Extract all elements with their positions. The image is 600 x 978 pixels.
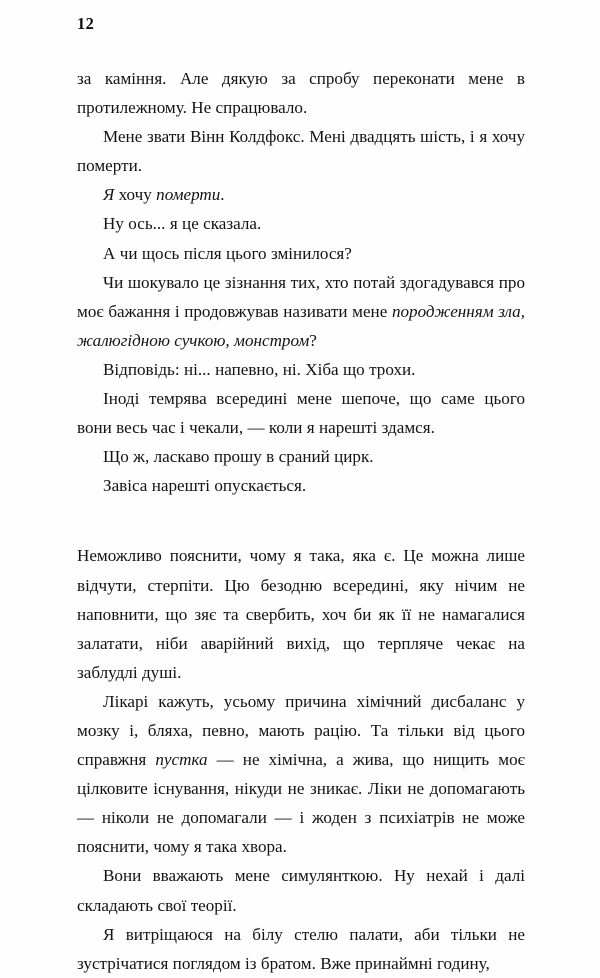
paragraph: Завіса нарешті опускається.	[103, 476, 307, 496]
page-number: 12	[77, 14, 95, 33]
paragraph: Ну ось... я це сказала.	[103, 214, 262, 234]
paragraph: Що ж, ласкаво прошу в сраний цирк.	[103, 447, 374, 467]
paragraph: за каміння. Але дякую за спробу переконати мене в протилежному. Не спрацювало.	[77, 69, 525, 118]
paragraph: Я хочу померти.	[103, 185, 225, 205]
section-break	[77, 500, 525, 541]
paragraph: Мене звати Вінн Колдфокс. Мені двадцять шість, і я хочу померти.	[77, 127, 525, 176]
paragraph: Відповідь: ні... напевно, ні. Хіба що трохи.	[103, 359, 416, 379]
paragraph: Вони вважають мене симулянткою. Ну нехай і далі складають свої теорії.	[77, 866, 525, 915]
paragraph: Чи шокувало це зізнання тих, хто потай здогадувався про моє бажання і продовжував називати мене породженням зла, жалюгідною сучкою, монстром?	[77, 272, 525, 350]
paragraph: Лікарі кажуть, усьому причина хімічний дисбаланс у мозку і, бляха, певно, мають рацію. Та тільки від цього справжня пустка — не хімічна, а жива, що нищить моє цілковите існування, нікуди не зникає. Ліки не допомагають — ніколи не допомагали — і жоден з психіатрів не може пояснити, чому я така хвора.	[77, 691, 525, 857]
body-text	[77, 64, 525, 978]
paragraph: Іноді темрява всередині мене шепоче, що саме цього вони весь час і чекали, — коли я нарешті здамся.	[77, 389, 525, 438]
paragraph: А чи щось після цього змінилося?	[103, 243, 352, 263]
paragraph: Неможливо пояснити, чому я така, яка є. Це можна лише відчути, стерпіти. Цю безодню всередині, яку нічим не наповнити, що зяє та свербить, хоч би як її не намагалися залатати, ніби аварійний вихід, що терпляче чекає на заблудлі душі.	[77, 546, 525, 682]
paragraph: Я витріщаюся на білу стелю палати, аби тільки не зустрічатися поглядом із братом. Вже принаймні годину,	[77, 924, 525, 973]
